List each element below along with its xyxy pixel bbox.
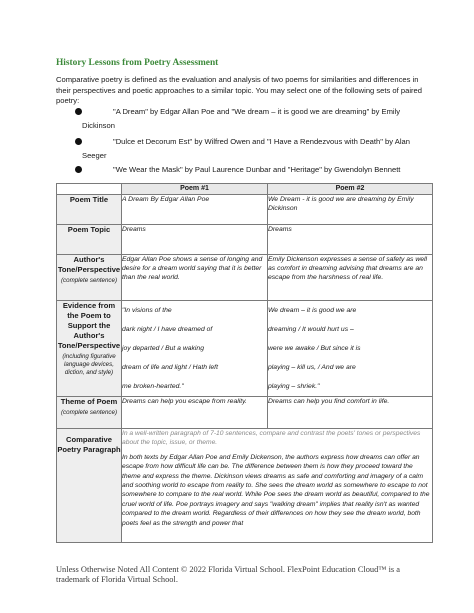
row-label-paragraph: Comparative Poetry Paragraph [57,429,122,543]
table-row [57,255,433,301]
empty-header-cell [57,184,122,195]
comparative-paragraph-cell[interactable] [122,429,433,543]
pair-line-continued: Dickinson [82,121,115,130]
poem1-theme-cell[interactable]: Dreams can help you escape from reality. [122,397,268,429]
row-sublabel: (complete sentence) [60,409,118,416]
poem2-header: Poem #2 [268,184,433,195]
poem1-tone-cell[interactable]: Edgar Allan Poe shows a sense of longing and desire for a dream world saying that it is better than the real world. [122,255,268,301]
poem2-theme-cell[interactable]: Dreams can help you find comfort in life. [268,397,433,429]
evidence-line: We dream – it is good we are [268,307,357,314]
intro-paragraph: Comparative poetry is defined as the evaluation and analysis of two poems for similarities and differences in their perspectives and poetic approaches to a similar topic. You may select one of the following sets of paired poetry: [56,75,422,106]
evidence-line: were we awake / But since it is [268,345,361,352]
row-sublabel: (complete sentence) [60,277,118,284]
pair-line: "We Wear the Mask" by Paul Laurence Dunbar and "Heritage" by Gwendolyn Bennett [113,165,401,174]
evidence-line: playing – shriek." [268,383,320,390]
poem1-header: Poem #1 [122,184,268,195]
bullet-icon [75,138,82,145]
poem2-tone-cell[interactable]: Emily Dickenson expresses a sense of safety as well as comfort in dreaming advising that dreams are an escape from the harshness of real life. [268,255,433,301]
table-header-row [57,184,433,195]
copyright-footer: Unless Otherwise Noted All Content © 2022 Florida Virtual School. FlexPoint Education Cloud™ is a trademark of Florida Virtual School. [56,565,401,585]
row-label-topic: Poem Topic [57,225,122,255]
row-label-title: Poem Title [57,195,122,225]
poem2-title-cell[interactable]: We Dream - it is good we are dreaming by Emily Dickinson [268,195,433,225]
paragraph-instructions: In a well-written paragraph of 7-10 sentences, compare and contrast the poets' tones or perspectives about the topic, issue, or theme. [122,430,421,447]
row-label-tone: Author's Tone/Perspective (complete sentence) [57,255,122,301]
evidence-line: joy departed / But a waking [122,345,204,352]
evidence-line: dreaming / It would hurt us – [268,326,354,333]
evidence-line: "In visions of the [122,307,172,314]
poem1-evidence-cell[interactable] [122,301,268,397]
table-row [57,225,433,255]
poem1-topic-cell[interactable]: Dreams [122,225,268,255]
evidence-line: me broken-hearted." [122,383,184,390]
table-row [57,397,433,429]
row-label-evidence: Evidence from the Poem to Support the Author's Tone/Perspective (including figurative language devices, diction, and style) [57,301,122,397]
paragraph-text: In both texts by Edgar Allan Poe and Emily Dickenson, the authors express how dreams can offer an escape from how difficult life can be. The difference between them is how they proceed toward the theme and express the theme. Dickinson views dreams as safe and comforting and imagery of a calm and soothing world to escape from reality to. She sees the dream world as somewhere to escape to not somewhere to compare to the real world. While Poe sees the dream world as beautiful, compared to the cruel world of life. Poe portrays imagery and says "walking dream" implies that reality isn't as wanted compared to the dream world. Regardless of their differences on how they see the dream world, both poets feel as the strength and power that [122,453,430,527]
page-title: History Lessons from Poetry Assessment [56,58,219,68]
row-sublabel: (including figurative language devices, diction, and style) [62,353,116,376]
poem2-evidence-cell[interactable] [268,301,433,397]
poem-pair-option [75,165,455,177]
poem-pair-option [75,107,455,129]
pair-line: "Dulce et Decorum Est" by Wilfred Owen and "I Have a Rendezvous with Death" by Alan [113,137,410,146]
pair-line-continued: Seeger [82,151,107,160]
poem2-topic-cell[interactable]: Dreams [268,225,433,255]
poem1-title-cell[interactable]: A Dream By Edgar Allan Poe [122,195,268,225]
table-row [57,429,433,543]
bullet-icon [75,108,82,115]
evidence-line: dream of life and light / Hath left [122,364,218,371]
row-label-theme: Theme of Poem (complete sentence) [57,397,122,429]
poem-pair-option [75,137,455,159]
evidence-line: dark night / I have dreamed of [122,326,213,333]
evidence-line: playing – kill us, / And we are [268,364,356,371]
table-row [57,301,433,397]
bullet-icon [75,166,82,173]
table-row [57,195,433,225]
pair-line: "A Dream" by Edgar Allan Poe and "We dream – it is good we are dreaming" by Emily [113,107,401,116]
comparison-table [56,183,433,543]
